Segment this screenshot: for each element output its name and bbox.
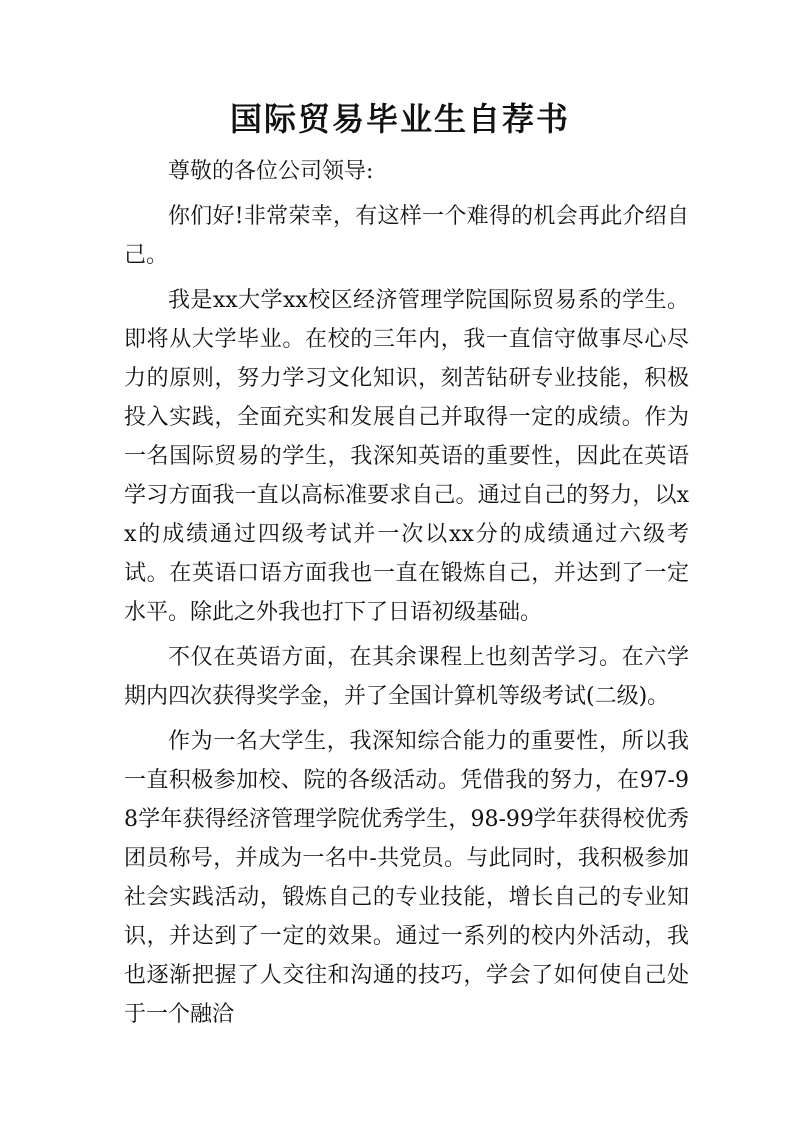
paragraph-activities: 作为一名大学生，我深知综合能力的重要性，所以我一直积极参加校、院的各级活动。凭借我的努力，在97-98学年获得经济管理学院优秀学生，98-99学年获得校优秀团员称号，并成为一名中-共党员。与此同时，我积极参加社会实践活动，锻炼自己的专业技能，增长自己的专业知识，并达到了一定的效果。通过一系列的校内外活动，我也逐渐把握了人交往和沟通的技巧，学会了如何使自己处于一个融洽 xyxy=(124,729,689,1027)
paragraph-academics: 不仅在英语方面，在其余课程上也刻苦学习。在六学期内四次获得奖学金，并了全国计算机等级考试(二级)。 xyxy=(124,645,689,709)
document-body xyxy=(124,152,689,1034)
salutation: 尊敬的各位公司领导: xyxy=(168,159,374,184)
paragraph-introduction: 我是xx大学xx校区经济管理学院国际贸易系的学生。即将从大学毕业。在校的三年内，我一直信守做事尽心尽力的原则，努力学习文化知识，刻苦钻研专业技能，积极投入实践，全面充实和发展自己并取得一定的成绩。作为一名国际贸易的学生，我深知英语的重要性，因此在英语学习方面我一直以高标准要求自己。通过自己的努力，以xx的成绩通过四级考试并一次以xx分的成绩通过六级考试。在英语口语方面我也一直在锻炼自己，并达到了一定水平。除此之外我也打下了日语初级基础。 xyxy=(124,288,689,625)
paragraph-greeting: 你们好!非常荣幸，有这样一个难得的机会再此介绍自己。 xyxy=(124,204,689,268)
document-title: 国际贸易毕业生自荐书 xyxy=(229,100,570,138)
